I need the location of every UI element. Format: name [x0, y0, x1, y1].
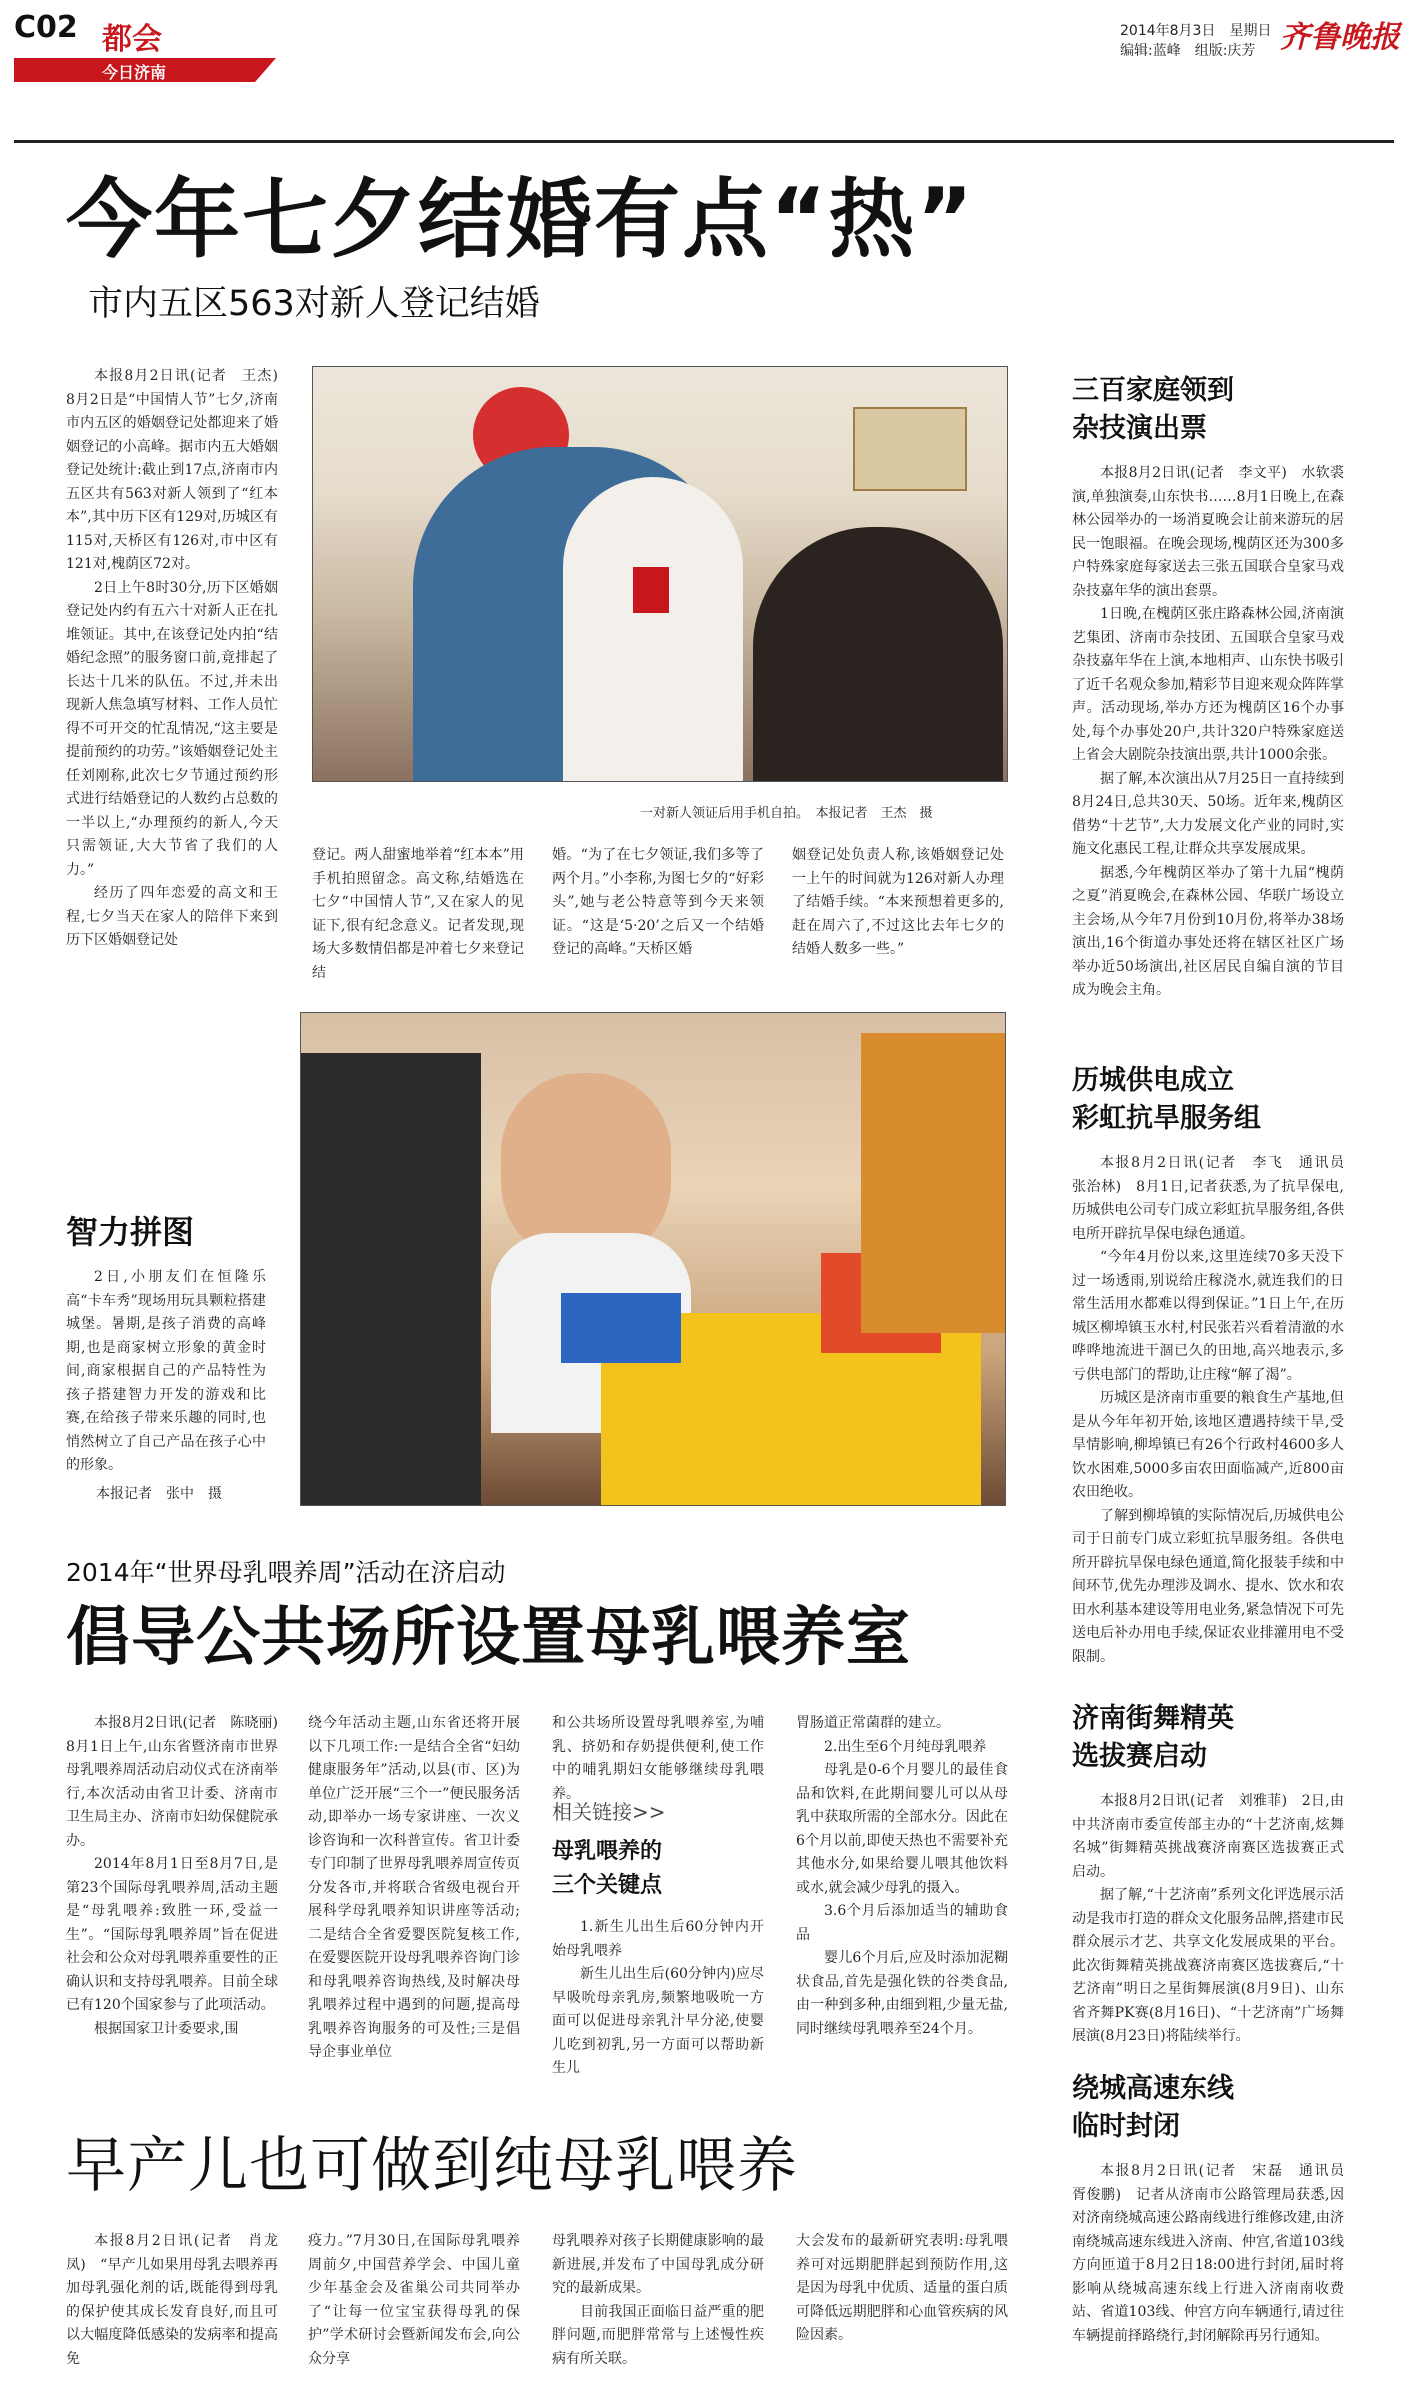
preterm-column-4: [796, 2230, 1008, 2374]
page-number: C02: [14, 10, 78, 45]
subsection-label: 今日济南: [102, 63, 167, 82]
lead-paragraph: 姻登记处负责人称,该婚姻登记处一上午的时间就为126对新人办理了结婚手续。“本来预想着更多的,赶在周六了,不过这比去年七夕的结婚人数多一些。”: [792, 847, 1004, 957]
breast-paragraph: 根据国家卫计委要求,围: [94, 2020, 239, 2037]
editor-credits: 编辑:蓝峰 组版:庆芳: [1120, 43, 1256, 59]
breast-column-2: [308, 1712, 520, 2102]
related-link-title: 母乳喂养的: [552, 1839, 663, 1864]
breast-paragraph: 2014年8月1日至8月7日,是第23个国际母乳喂养周,活动主题是“母乳喂养:致胜一环,受益一生”。“国际母乳喂养周”旨在促进社会和公众对母乳喂养重要性的正确认识和支持母乳喂养。目前全球已有120个国家参与了此项活动。: [66, 1856, 278, 2013]
wall-frame: [853, 407, 967, 491]
breast-headline: 倡导公共场所设置母乳喂养室: [66, 1601, 911, 1675]
breast-paragraph: 新生儿出生后(60分钟内)应尽早吸吮母亲乳房,频繁地吸吮一方面可以促进母亲乳汁早分泌,使婴儿吃到初乳,另一方面可以帮助新生儿: [552, 1966, 764, 2076]
sidebar-story: [1072, 2070, 1358, 2382]
sidebar-paragraph: 1日晚,在槐荫区张庄路森林公园,济南演艺集团、济南市杂技团、五国联合皇家马戏杂技嘉年华在上演,本地相声、山东快书吸引了近千名观众参加,精彩节目迎来观众阵阵掌声。活动现场,举办方还为槐荫区16个办事处,每个办事处20户,共计320户特殊家庭送上省会大剧院杂技演出票,共计1000余张。: [1072, 606, 1344, 763]
breast-paragraph: 1.新生儿出生后60分钟内开始母乳喂养: [552, 1919, 764, 1959]
breast-paragraph: 和公共场所设置母乳喂养室,为哺乳、挤奶和存奶提供便利,使工作中的哺乳期妇女能够继续母乳喂养。: [552, 1715, 764, 1802]
lead-paragraph: 2日上午8时30分,历下区婚姻登记处内约有五六十对新人正在扎堆领证。其中,在该登记处内拍“结婚纪念照”的服务窗口前,竟排起了长达十几米的队伍。不过,并未出现新人焦急填写材料、工作人员忙得不可开交的忙乱情况,“这主要是提前预约的功劳。”该婚姻登记处主任刘刚称,此次七夕节通过预约形式进行结婚登记的人数约占总数的一半以上,“办理预约的新人,今天只需领证,大大节省了我们的人力。”: [66, 579, 278, 878]
sidebar-headline: 选拔赛启动: [1072, 1741, 1207, 1772]
sidebar-headline: 绕城高速东线: [1072, 2073, 1234, 2104]
sidebar-body: [1072, 1790, 1344, 2090]
sidebar-paragraph: 本报8月2日讯(记者 刘雅菲) 2日,由中共济南市委宣传部主办的“十艺济南,炫舞名城”街舞精英挑战赛济南赛区选拔赛正式启动。: [1072, 1793, 1344, 1880]
sidebar-headline: 杂技演出票: [1072, 413, 1207, 444]
related-link-label: 相关链接>>: [552, 1800, 666, 1824]
lego-play-photo: [300, 1012, 1006, 1506]
lead-paragraph: 登记。两人甜蜜地举着“红本本”用手机拍照留念。高文称,结婚选在七夕“中国情人节”,又在家人的见证下,很有纪念意义。记者发现,现场大多数情侣都是冲着七夕来登记结: [312, 847, 524, 981]
breast-paragraph: 婴儿6个月后,应及时添加泥糊状食品,首先是强化铁的谷类食品,由一种到多种,由细到粗,少量无盐,同时继续母乳喂养至24个月。: [796, 1950, 1008, 2037]
preterm-column-3: [552, 2230, 764, 2374]
puzzle-text: [66, 1266, 266, 1480]
sidebar-paragraph: 据了解,“十艺济南”系列文化评选展示活动是我市打造的群众文化服务品牌,搭建市民群众展示才艺、共享文化发展成果的平台。此次街舞精英挑战赛济南赛区选拔赛后,“十艺济南”明日之星街舞展演(8月9日)、山东省齐舞PK赛(8月16日)、“十艺济南”广场舞展演(8月23日)将陆续举行。: [1072, 1887, 1344, 2044]
sidebar-paragraph: 本报8月2日讯(记者 宋磊 通讯员 胥俊鹏) 记者从济南市公路管理局获悉,因对济南绕城高速公路南线进行维修改建,由济南绕城高速东线进入济南、仲宫,省道103线方向匝道于8月2日18:00进行封闭,届时将影响从绕城高速东线上行进入济南南收费站、省道103线、仲宫方向车辆通行,请过往车辆提前择路绕行,封闭解除再另行通知。: [1072, 2163, 1358, 2344]
preterm-column-2: [308, 2230, 520, 2374]
preterm-paragraph: 母乳喂养对孩子长期健康影响的最新进展,并发布了中国母乳成分研究的最新成果。: [552, 2233, 764, 2296]
sidebar-story: [1072, 372, 1344, 1088]
adult-figure: [861, 1033, 1005, 1333]
newspaper-logo: 齐鲁晚报: [1280, 20, 1400, 55]
sidebar-paragraph: 历城区是济南市重要的粮食生产基地,但是从今年年初开始,该地区遭遇持续干旱,受旱情影响,柳埠镇已有26个行政村4600多人饮水困难,5000多亩农田面临减产,近800亩农田绝收。: [1072, 1390, 1344, 1500]
lead-subhead: 市内五区563对新人登记结婚: [88, 284, 540, 324]
newlyweds-selfie-photo: [312, 366, 1008, 782]
sidebar-headline: 历城供电成立: [1072, 1065, 1234, 1096]
preterm-paragraph: 疫力。”7月30日,在国际母乳喂养周前夕,中国营养学会、中国儿童少年基金会及雀巢公司共同举办了“让每一位宝宝获得母乳的保护”学术研讨会暨新闻发布会,向公众分享: [308, 2233, 520, 2367]
breast-paragraph: 绕今年活动主题,山东省还将开展以下几项工作:一是结合全省“妇幼健康服务年”活动,以县(市、区)为单位广泛开展“三个一”便民服务活动,即举办一场专家讲座、一次义诊咨询和一次科普宣传。省卫计委专门印制了世界母乳喂养周宣传页分发各市,并将联合省级电视台开展科学母乳喂养知识讲座等活动;二是结合全省爱婴医院复核工作,在爱婴医院开设母乳喂养咨询门诊和母乳喂养咨询热线,及时解决母乳喂养过程中遇到的问题,提高母乳喂养咨询服务的可及性;三是倡导企事业单位: [308, 1715, 520, 2060]
section-name: 都会: [102, 22, 162, 57]
lead-paragraph: 本报8月2日讯(记者 王杰) 8月2日是“中国情人节”七夕,济南市内五区的婚姻登记处都迎来了婚姻登记的小高峰。据市内五大婚姻登记处统计:截止到17点,济南市内五区共有563对新人领到了“红本本”,其中历下区有129对,历城区有115对,天桥区有126对,市中区有121对,槐荫区72对。: [66, 368, 292, 572]
breast-paragraph: 2.出生至6个月纯母乳喂养: [824, 1738, 987, 1755]
puzzle-credit: 本报记者 张中 摄: [96, 1486, 222, 1502]
lead-paragraph: 婚。“为了在七夕领证,我们多等了两个月。”小李称,为图七夕的“好彩头”,她与老公特意等到今天来领证。“这是‘5·20’之后又一个结婚登记的高峰。”天桥区婚: [552, 847, 764, 957]
sidebar-body: [1072, 1152, 1358, 1722]
breast-column-3b: [552, 1916, 764, 2104]
sidebar-story: [1072, 1700, 1344, 2090]
issue-date: 2014年8月3日 星期日: [1120, 23, 1272, 39]
sidebar-body: [1072, 2160, 1358, 2382]
sidebar-paragraph: 据了解,本次演出从7月25日一直持续到8月24日,总共30天、50场。近年来,槐荫区借势“十艺节”,大力发展文化产业的同时,实施文化惠民工程,让群众共享发展成果。: [1072, 770, 1344, 857]
breast-paragraph: 本报8月2日讯(记者 陈晓丽) 8月1日上午,山东省暨济南市世界母乳喂养周活动启动仪式在济南举行,本次活动由省卫计委、济南市卫生局主办、济南市妇幼保健院承办。: [66, 1715, 292, 1849]
lead-column-1: [66, 365, 292, 955]
lead-headline: 今年七夕结婚有点“热”: [66, 170, 976, 270]
sidebar-paragraph: 本报8月2日讯(记者 李文平) 水软裘演,单独演奏,山东快书……8月1日晚上,在森林公园举办的一场消夏晚会让前来游玩的居民一饱眼福。在晚会现场,槐荫区还为300多户特殊家庭每家送去三张五国联合皇家马戏杂技嘉年华的演出套票。: [1072, 465, 1344, 599]
sidebar-headline: 三百家庭领到: [1072, 375, 1234, 406]
puzzle-paragraph: 2日,小朋友们在恒隆乐高“卡车秀”现场用玩具颗粒搭建城堡。暑期,是孩子消费的高峰期,也是商家树立形象的黄金时间,商家根据自己的产品特性为孩子搭建智力开发的游戏和比赛,在给孩子带来乐趣的同时,也悄然树立了自己产品在孩子心中的形象。: [66, 1269, 266, 1473]
lead-photo-caption: 一对新人领证后用手机自拍。 本报记者 王杰 摄: [640, 806, 933, 821]
sidebar-story: [1072, 1062, 1358, 1722]
lead-column-4: [792, 844, 1004, 964]
puzzle-title: 智力拼图: [66, 1213, 195, 1251]
lead-paragraph: 经历了四年恋爱的高文和王程,七夕当天在家人的陪伴下来到历下区婚姻登记处: [66, 885, 278, 948]
breast-column-4: [796, 1712, 1008, 2102]
sidebar-headline: 临时封闭: [1072, 2111, 1180, 2142]
lego-pile: [561, 1293, 681, 1363]
preterm-paragraph: 本报8月2日讯(记者 肖龙凤) “早产儿如果用母乳去喂养再加母乳强化剂的话,既能得到母乳的保护使其成长发育良好,而且可以大幅度降低感染的发病率和提高免: [66, 2233, 278, 2367]
sidebar-paragraph: 了解到柳埠镇的实际情况后,历城供电公司于日前专门成立彩虹抗旱服务组。各供电所开辟抗旱保电绿色通道,简化报装手续和中间环节,优先办理涉及调水、提水、饮水和农田水利基本建设等用电业务,紧急情况下可先送电后补办用电手续,保证农业排灌用电不受限制。: [1072, 1507, 1344, 1665]
preterm-paragraph: 大会发布的最新研究表明:母乳喂养可对远期肥胖起到预防作用,这是因为母乳中优质、适量的蛋白质可降低远期肥胖和心血管疾病的风险因素。: [796, 2233, 1008, 2343]
sidebar-body: [1072, 462, 1344, 1088]
sidebar-headline: 济南街舞精英: [1072, 1703, 1234, 1734]
breast-kicker: 2014年“世界母乳喂养周”活动在济启动: [66, 1558, 506, 1587]
sidebar-paragraph: 本报8月2日讯(记者 李飞 通讯员 张治林) 8月1日,记者获悉,为了抗旱保电,历城供电公司专门成立彩虹抗旱服务组,各供电所开辟抗旱保电绿色通道。: [1072, 1155, 1358, 1242]
preterm-column-1: [66, 2230, 278, 2374]
breast-paragraph: 母乳是0-6个月婴儿的最佳食品和饮料,在此期间婴儿可以从母乳中获取所需的全部水分。因此在6个月以前,即使天热也不需要补充其他水分,如果给婴儿喂其他饮料或水,就会减少母乳的摄入。: [796, 1762, 1008, 1896]
breast-paragraph: 胃肠道正常菌群的建立。: [796, 1715, 950, 1731]
lead-column-3: [552, 844, 764, 964]
sidebar-paragraph: 据悉,今年槐荫区举办了第十九届“槐荫之夏”消夏晚会,在森林公园、华联广场设立主会场,从今年7月份到10月份,将举办38场演出,16个街道办事处还将在辖区社区广场举办近50场演出,社区居民自编自演的节目成为晚会主角。: [1072, 864, 1344, 998]
red-certificate: [633, 567, 669, 613]
person-silhouette: [753, 527, 1003, 781]
lead-column-2: [312, 844, 524, 981]
breast-paragraph: 3.6个月后添加适当的辅助食品: [796, 1903, 1008, 1943]
adult-figure: [301, 1053, 481, 1505]
person-silhouette: [563, 477, 743, 781]
preterm-headline: 早产儿也可做到纯母乳喂养: [66, 2131, 798, 2201]
sidebar-headline: 彩虹抗旱服务组: [1072, 1103, 1261, 1134]
sidebar-paragraph: “今年4月份以来,这里连续70多天没下过一场透雨,别说给庄稼浇水,就连我们的日常生活用水都难以得到保证。”1日上午,在历城区柳埠镇玉水村,村民张若兴看着清澈的水哗哗地流进干涸已久的田地,高兴地表示,多亏供电部门的帮助,让庄稼“解了渴”。: [1072, 1249, 1344, 1383]
breast-column-1: [66, 1712, 292, 2102]
related-link-title: 三个关键点: [552, 1873, 663, 1898]
breast-column-3a: [552, 1712, 764, 1802]
preterm-paragraph: 目前我国正面临日益严重的肥胖问题,而肥胖常常与上述慢性疾病有所关联。: [552, 2303, 764, 2367]
header-rule: [14, 140, 1394, 143]
